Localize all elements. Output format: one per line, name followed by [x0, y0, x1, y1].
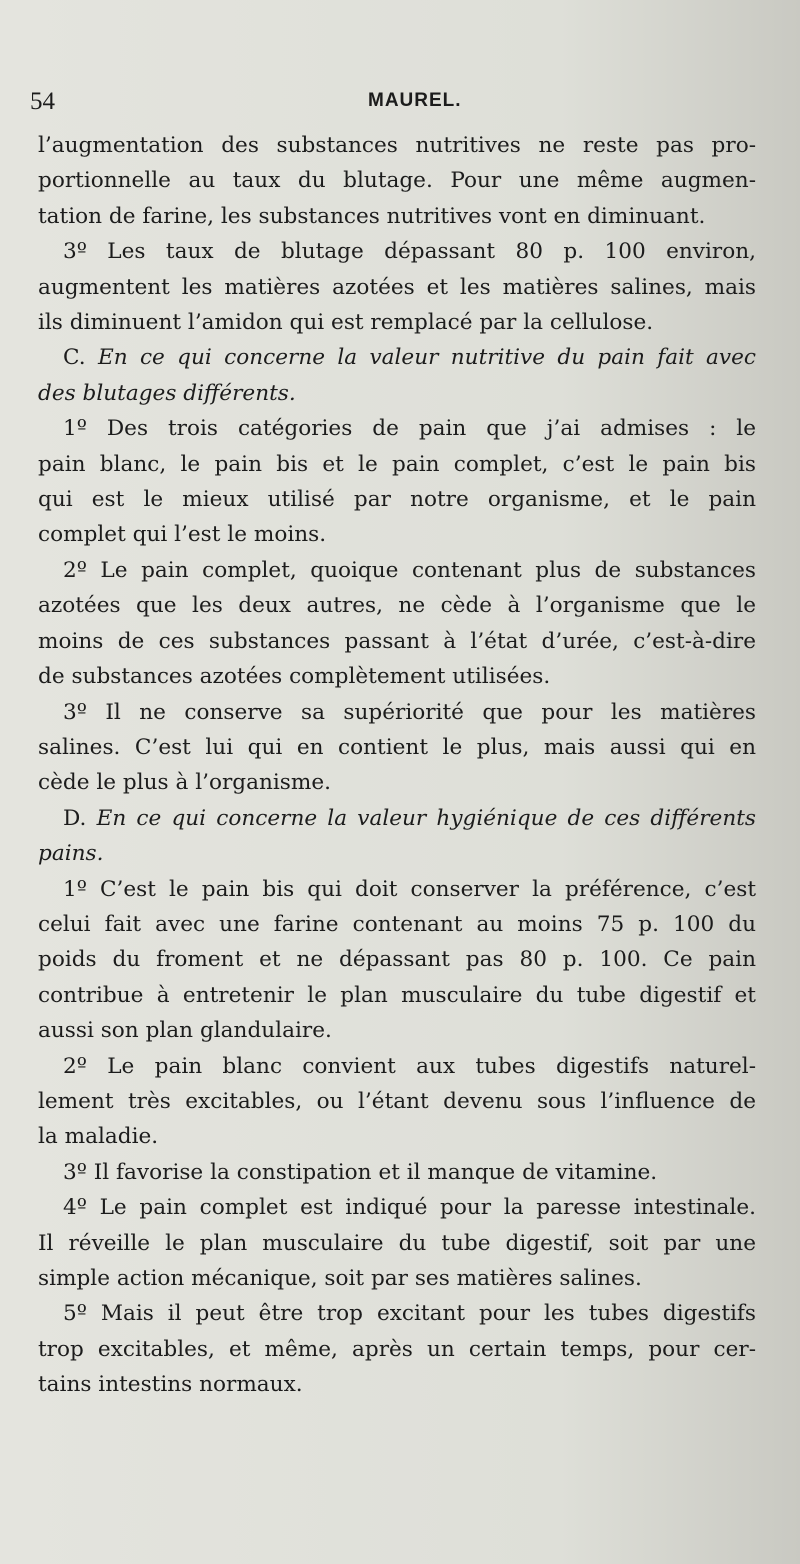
- text-line: [38, 978, 756, 1013]
- line-text: Il réveille le plan musculaire du tube digestif, soit par une: [38, 1230, 756, 1256]
- italic-heading-text: En ce qui concerne la valeur hygiénique de ces différents: [96, 805, 756, 831]
- italic-heading-text: En ce qui concerne la valeur nutritive du pain fait avec: [97, 345, 756, 371]
- line-text: 4º Le pain complet est indiqué pour la paresse intestinale.: [63, 1195, 756, 1221]
- line-text: simple action mécanique, soit par ses matières salines.: [38, 1266, 642, 1291]
- text-line: [38, 199, 756, 234]
- line-text: cède le plus à l’organisme.: [38, 770, 332, 796]
- text-line: [38, 482, 756, 517]
- line-text: 3º Les taux de blutage dépassant 80 p. 100 environ,: [63, 239, 756, 265]
- line-text: la maladie.: [38, 1124, 159, 1150]
- text-line: [38, 553, 756, 588]
- page-number: 54: [30, 88, 55, 115]
- text-line: [38, 730, 756, 765]
- line-text: contribue à entretenir le plan musculaire du tube digestif et: [38, 982, 756, 1008]
- text-line: [38, 1013, 756, 1048]
- text-line: [38, 1155, 756, 1190]
- paragraph: [38, 553, 756, 695]
- paragraph: [38, 128, 756, 234]
- line-text: azotées que les deux autres, ne cède à l’organisme que le: [38, 593, 756, 619]
- line-text: 3º Il favorise la constipation et il manque de vitamine.: [63, 1159, 658, 1185]
- text-line: [38, 270, 756, 305]
- line-text: 2º Le pain complet, quoique contenant plus de substances: [63, 557, 756, 583]
- italic-heading-text: pains.: [38, 841, 104, 867]
- line-text: tains intestins normaux.: [38, 1372, 303, 1398]
- text-line: [38, 872, 756, 907]
- line-text: lement très excitables, ou l’étant devenu sous l’influence de: [38, 1088, 756, 1114]
- line-text: 2º Le pain blanc convient aux tubes digestifs naturel-: [63, 1053, 756, 1079]
- paragraph: [38, 1190, 756, 1296]
- text-line: [38, 942, 756, 977]
- line-text: 1º C’est le pain bis qui doit conserver la préférence, c’est: [63, 876, 756, 902]
- paragraph: [38, 340, 756, 411]
- text-line: [38, 1226, 756, 1261]
- text-line: [38, 695, 756, 730]
- line-text: 5º Mais il peut être trop excitant pour les tubes digestifs: [63, 1301, 756, 1327]
- text-line: [38, 1261, 756, 1296]
- line-text: poids du froment et ne dépassant pas 80 p. 100. Ce pain: [38, 947, 756, 973]
- line-text: qui est le mieux utilisé par notre organisme, et le pain: [38, 487, 756, 513]
- text-line: [38, 163, 756, 198]
- text-line: [38, 1084, 756, 1119]
- text-line: [38, 1190, 756, 1225]
- line-text: augmentent les matières azotées et les matières salines, mais: [38, 274, 756, 300]
- page-header: [30, 88, 760, 122]
- line-text: portionnelle au taux du blutage. Pour une même augmen-: [38, 168, 756, 194]
- paragraph: [38, 1296, 756, 1402]
- line-text: salines. C’est lui qui en contient le plus, mais aussi qui en: [38, 734, 756, 760]
- text-line: [38, 659, 756, 694]
- text-line: [38, 234, 756, 269]
- text-line: [38, 765, 756, 800]
- line-text: 1º Des trois catégories de pain que j’ai admises : le: [63, 416, 756, 442]
- line-text: celui fait avec une farine contenant au moins 75 p. 100 du: [38, 911, 756, 937]
- text-line: [38, 1367, 756, 1402]
- text-line: [38, 376, 756, 411]
- paragraph: [38, 411, 756, 553]
- line-text: 3º Il ne conserve sa supériorité que pour les matières: [63, 699, 756, 725]
- text-line: [38, 1296, 756, 1331]
- text-line: [38, 624, 756, 659]
- line-text: tation de farine, les substances nutritives vont en diminuant.: [38, 203, 706, 229]
- text-line: [38, 447, 756, 482]
- text-line: [38, 836, 756, 871]
- line-text: complet qui l’est le moins.: [38, 522, 327, 548]
- text-line: [38, 801, 756, 836]
- text-line: [38, 517, 756, 552]
- line-text: moins de ces substances passant à l’état d’urée, c’est-à-dire: [38, 628, 756, 654]
- line-text: pain blanc, le pain bis et le pain complet, c’est le pain bis: [38, 451, 756, 477]
- line-text: trop excitables, et même, après un certain temps, pour cer-: [38, 1336, 756, 1362]
- text-line: [38, 128, 756, 163]
- line-text: l’augmentation des substances nutritives ne reste pas pro-: [38, 133, 756, 158]
- text-line: [38, 305, 756, 340]
- paragraph: [38, 234, 756, 340]
- text-line: [38, 1332, 756, 1367]
- paragraph: [38, 801, 756, 872]
- text-line: [38, 1119, 756, 1154]
- text-line: [38, 907, 756, 942]
- paragraph: [38, 1049, 756, 1155]
- body-text: [38, 128, 756, 1403]
- line-text: aussi son plan glandulaire.: [38, 1018, 332, 1044]
- text-line: [38, 588, 756, 623]
- line-text: ils diminuent l’amidon qui est remplacé par la cellulose.: [38, 310, 654, 336]
- text-line: [38, 411, 756, 446]
- text-line: [38, 340, 756, 375]
- paragraph: [38, 872, 756, 1049]
- paragraph: [38, 695, 756, 801]
- section-letter: D.: [63, 805, 97, 831]
- running-head: MAUREL.: [368, 90, 462, 111]
- line-text: de substances azotées complètement utilisées.: [38, 664, 551, 690]
- text-line: [38, 1049, 756, 1084]
- paragraph: [38, 1155, 756, 1190]
- section-letter: C.: [63, 345, 98, 371]
- italic-heading-text: des blutages différents.: [38, 380, 296, 406]
